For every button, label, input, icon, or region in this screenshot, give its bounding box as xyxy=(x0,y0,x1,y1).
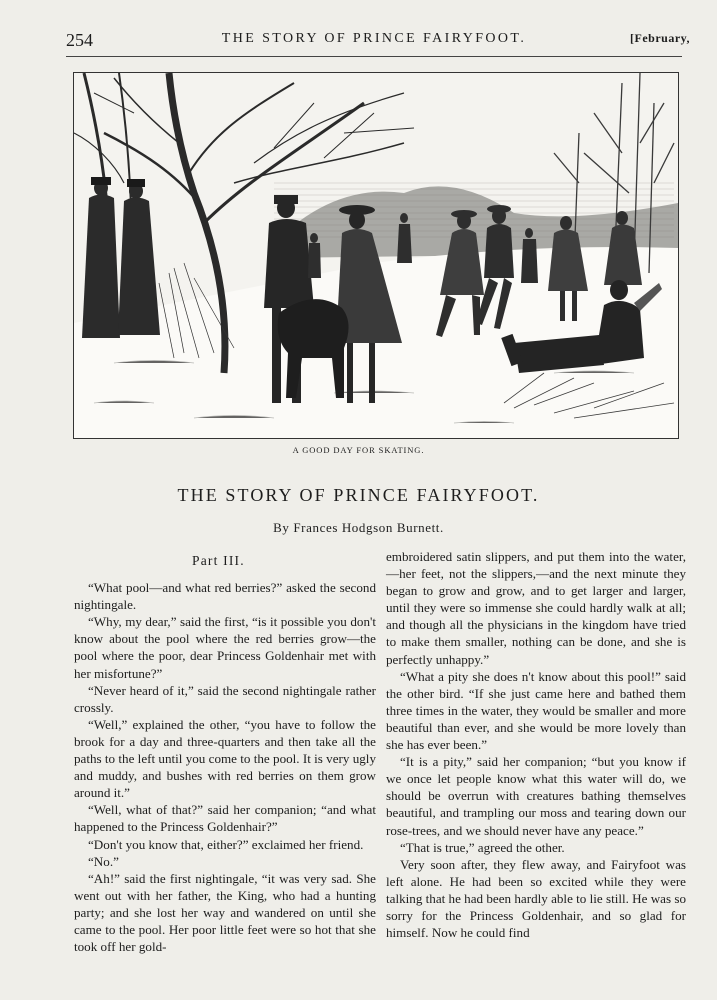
paragraph: “Don't you know that, either?” exclaimed her friend. xyxy=(88,836,364,852)
text-column-right xyxy=(386,548,686,941)
page-number: 254 xyxy=(66,30,93,50)
running-title: THE STORY OF PRINCE FAIRYFOOT. xyxy=(221,31,527,46)
paragraph: “Well, what of that?” said her companion; “and what happened to the Princess Goldenhair?” xyxy=(74,802,376,835)
running-head xyxy=(66,30,690,54)
paragraph: “That is true,” agreed the other. xyxy=(400,839,565,855)
running-month: [February, xyxy=(630,31,690,45)
text-column-left xyxy=(74,548,376,955)
illustration-caption: A GOOD DAY FOR SKATING. xyxy=(292,445,425,455)
paragraph: “It is a pity,” said her companion; “but you know if we once let people know what this water will do, we should be overrun with creatures bathing themselves beautiful, and trampling our moss and tearing down our rose-trees, and we should never have any peace.” xyxy=(386,754,686,838)
article-byline: By Frances Hodgson Burnett. xyxy=(273,520,444,535)
paragraph: “What a pity she does n't know about this pool!” said the other bird. “If she just came here and bathed them three times in the water, they would be smaller and more beautiful than ever, and she would be more lovely than she has ever been.” xyxy=(386,668,686,753)
paragraph: “Well,” explained the other, “you have to follow the brook for a day and three-quarters and then take all the paths to the left until you come to the pool. It is very ugly and muddy, and bushes with red berries on them grow around it.” xyxy=(74,716,376,801)
skating-engraving xyxy=(74,73,678,438)
paragraph-continued: embroidered satin slippers, and put them into the water,—her feet, not the slippers,—and the next minute they began to grow and grow, and to get larger and larger, until they were so immense she could hardly walk at all; and though all the physicians in the kingdom have tried to make them smaller, nothing can be done, and she is perfectly unhappy.” xyxy=(386,549,686,667)
paragraph: “Why, my dear,” said the first, “is it possible you don't know about the pool where the red berries grow—the pool where the poor, dear Princess Goldenhair met with her misfortune?” xyxy=(74,614,376,681)
paragraph: “No.” xyxy=(88,853,119,869)
article-title: THE STORY OF PRINCE FAIRYFOOT. xyxy=(177,485,540,505)
header-rule xyxy=(66,56,682,57)
paragraph: “Ah!” said the first nightingale, “it was very sad. She went out with her father, the King, who had a hunting party; and she lost her way and wandered on until she came to the pool. Her poor little feet were so hot that she took off her gold- xyxy=(74,870,376,955)
skating-illustration xyxy=(73,72,679,439)
paragraph: “Never heard of it,” said the second nightingale rather crossly. xyxy=(74,682,376,715)
paragraph: “What pool—and what red berries?” asked the second nightingale. xyxy=(74,580,376,613)
paragraph: Very soon after, they flew away, and Fairyfoot was left alone. He had been so excited while they were talking that he had been hardly able to lie still. He was so sorry for the Princess Goldenhair, and so glad for himself. Now he could find xyxy=(386,856,686,941)
part-heading: Part III. xyxy=(192,553,245,568)
